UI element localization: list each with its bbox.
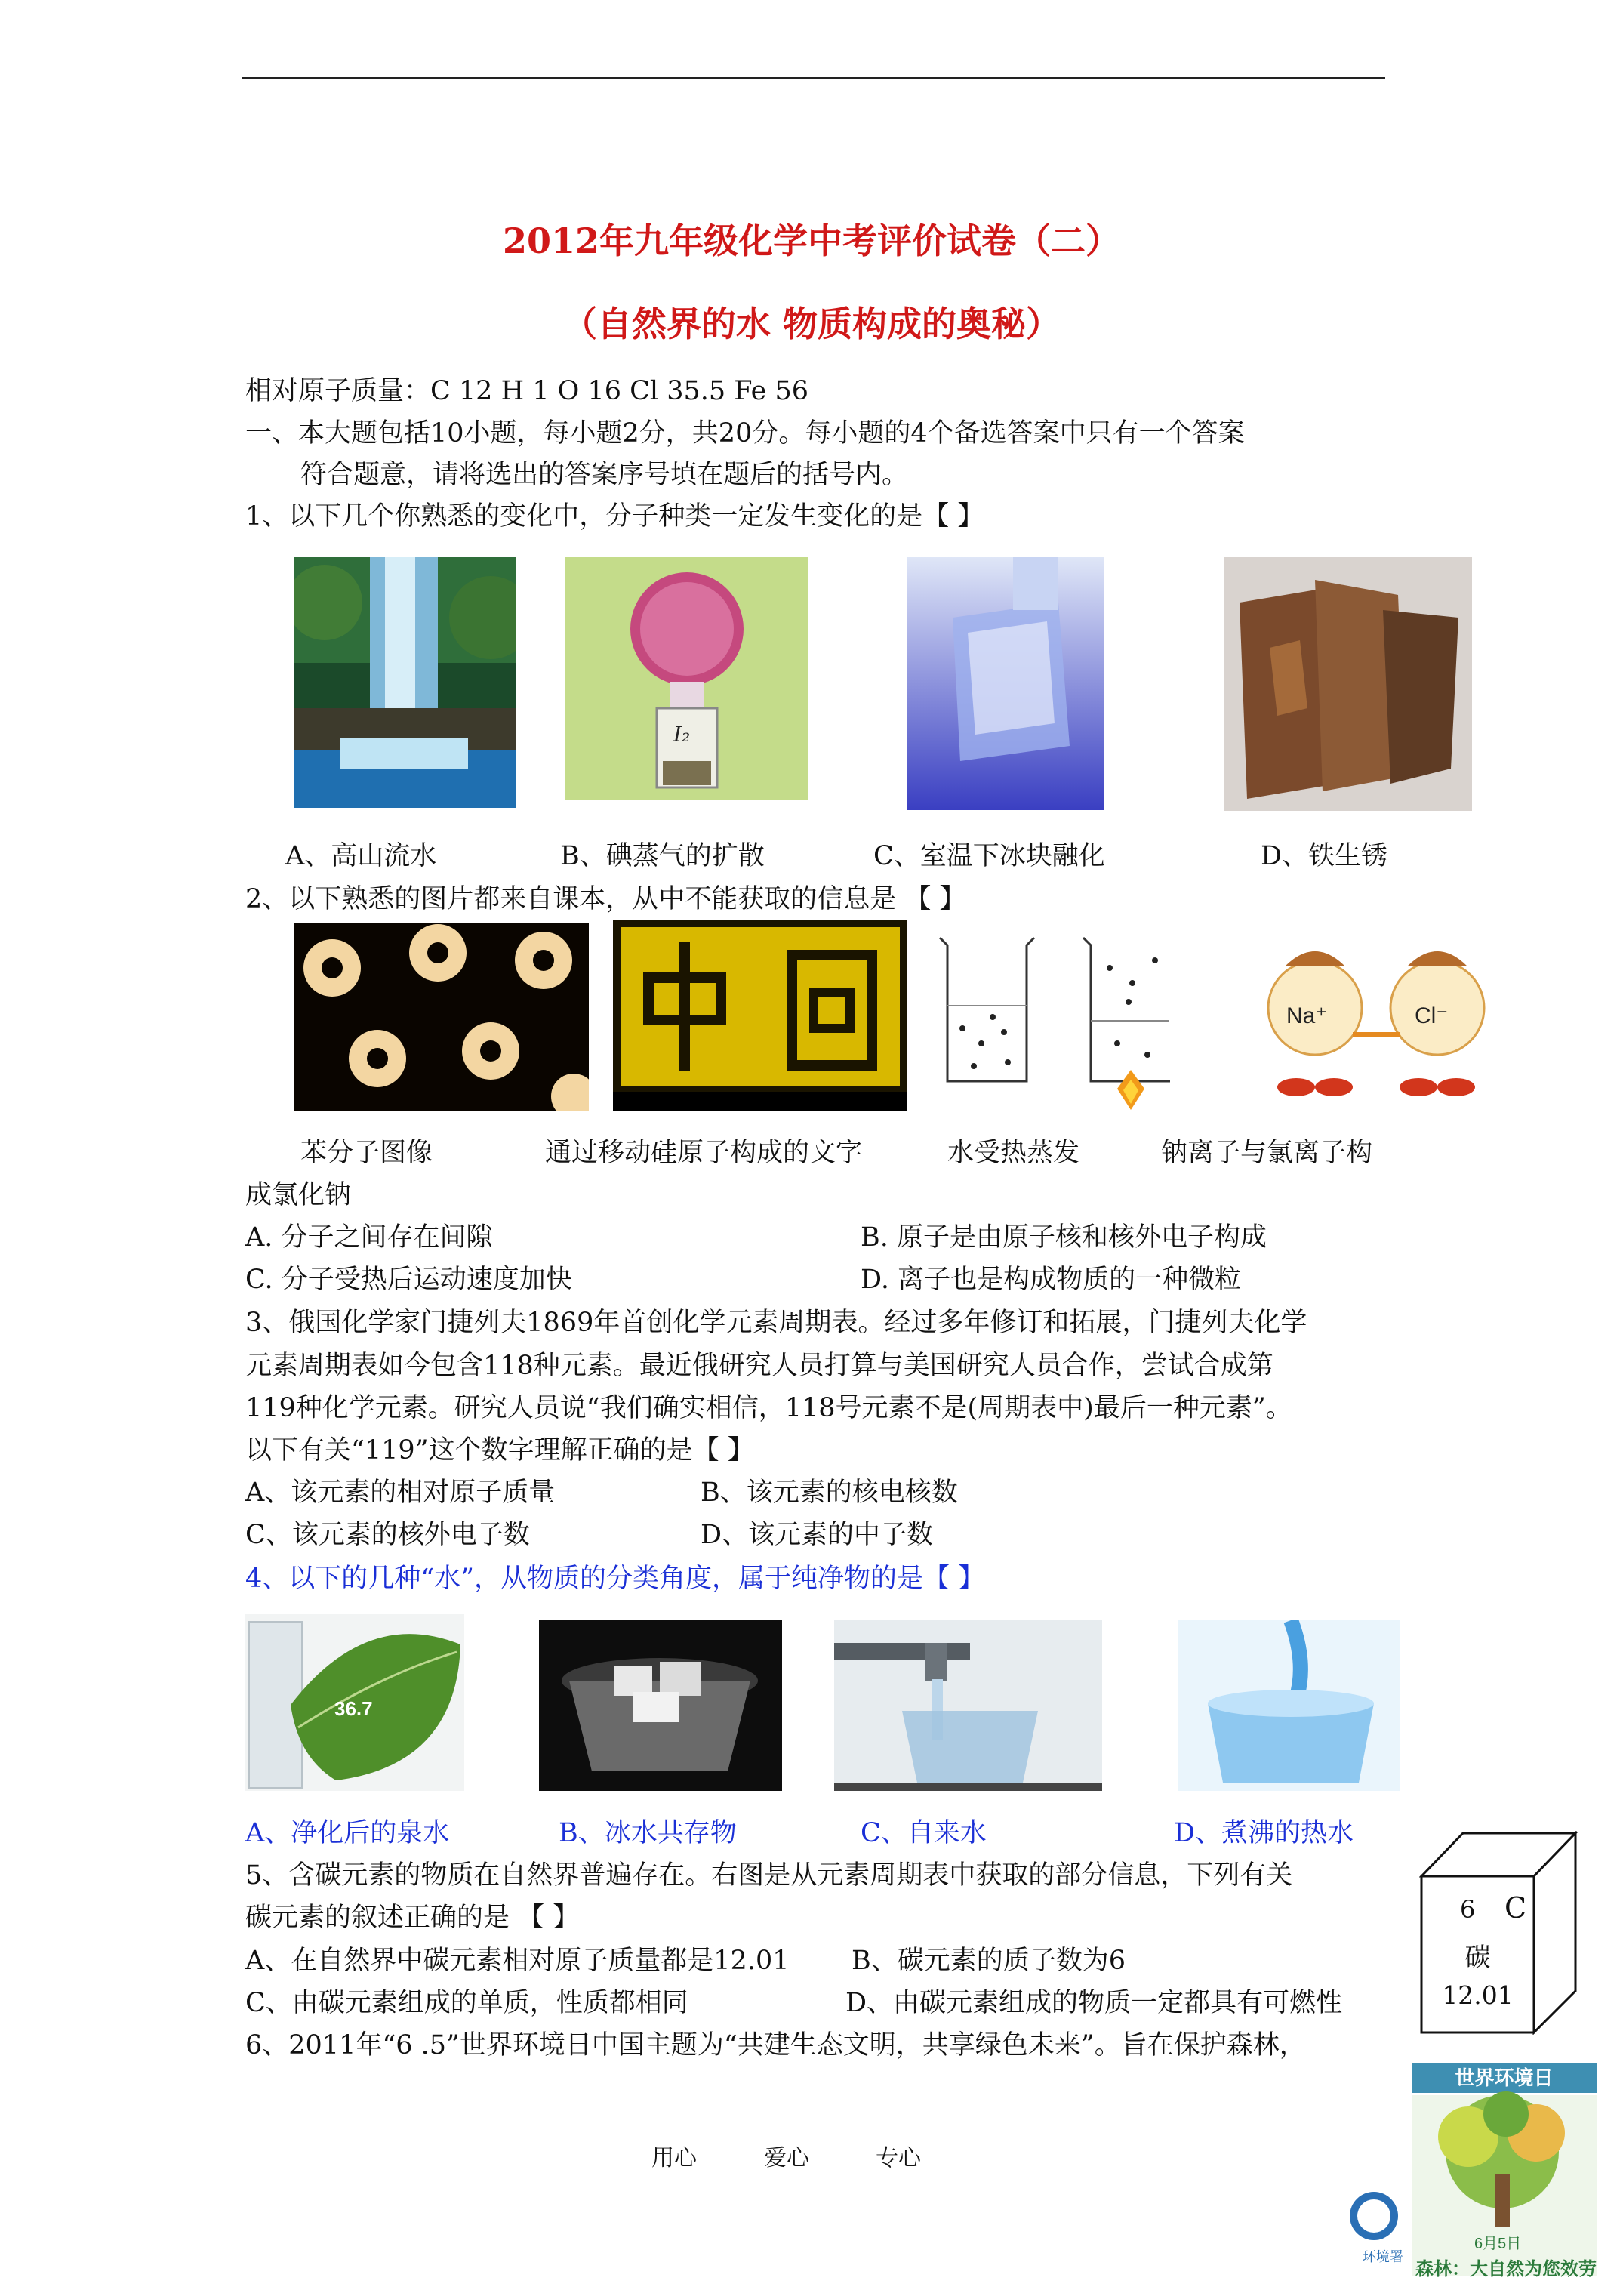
footer-word-1: 用心 (651, 2145, 697, 2171)
element-number: 6 (1460, 1895, 1476, 1924)
exam-subtitle: （自然界的水 物质构成的奥秘） (562, 304, 1061, 344)
q5-line-2: 碳元素的叙述正确的是 【 】 (245, 1903, 580, 1933)
q2-stem: 2、以下熟悉的图片都来自课本，从中不能获取的信息是 【 】 (245, 884, 966, 914)
q2-option-a: A. 分子之间存在间隙 (245, 1222, 493, 1253)
footer-word-3: 专心 (876, 2145, 921, 2171)
spring-water-image (245, 1614, 464, 1791)
poster-org: 环境署 (1363, 2249, 1403, 2264)
q3-option-d: D、该元素的中子数 (701, 1520, 934, 1550)
q4-option-a: A、净化后的泉水 (245, 1818, 450, 1848)
iodine-flask-image (565, 557, 808, 800)
section-instructions-1: 一、本大题包括10小题，每小题2分，共20分。每小题的4个备选答案中只有一个答案 (245, 418, 1245, 448)
q5-option-d: D、由碳元素组成的物质一定都具有可燃性 (845, 1988, 1343, 2018)
boiled-water-image (1178, 1620, 1400, 1791)
q5-option-a: A、在自然界中碳元素相对原子质量都是12.01 (245, 1946, 790, 1976)
q4-option-b: B、冰水共存物 (559, 1818, 737, 1848)
header-rule (242, 77, 1385, 79)
q3-option-b: B、该元素的核电核数 (701, 1478, 958, 1508)
q4-option-c: C、自来水 (861, 1818, 987, 1848)
water-evaporation-image (929, 930, 1170, 1111)
ice-water-image (539, 1620, 782, 1791)
q5-option-b: B、碳元素的质子数为6 (852, 1946, 1126, 1976)
footer-word-2: 爱心 (764, 2145, 809, 2171)
poster-date: 6月5日 (1474, 2236, 1522, 2252)
tap-water-image (834, 1620, 1102, 1791)
q2-option-d: D. 离子也是构成物质的一种微粒 (861, 1265, 1242, 1295)
poster-slogan: 森林：大自然为您效劳 (1415, 2259, 1597, 2279)
rusty-iron-image (1224, 557, 1472, 811)
q4-stem: 4、以下的几种“水”，从物质的分类角度，属于纯净物的是【 】 (245, 1564, 985, 1594)
q2-option-c: C. 分子受热后运动速度加快 (245, 1265, 572, 1295)
benzene-image (294, 923, 589, 1111)
q5-option-c: C、由碳元素组成的单质，性质都相同 (245, 1988, 688, 2018)
q2-caption-2: 通过移动硅原子构成的文字 (545, 1138, 863, 1168)
silicon-atoms-image (613, 920, 907, 1111)
q3-line-3: 119种化学元素。研究人员说“我们确实相信，118号元素不是(周期表中)最后一种元素”。 (245, 1393, 1292, 1423)
element-symbol: C (1504, 1891, 1527, 1925)
q4-option-d: D、煮沸的热水 (1174, 1818, 1354, 1848)
environment-day-poster (1332, 2061, 1597, 2295)
atomic-masses: 相对原子质量：C 12 H 1 O 16 Cl 35.5 Fe 56 (245, 376, 808, 406)
ice-cube-image (907, 557, 1104, 810)
leaf-temperature-text: 36.7 (334, 1697, 373, 1720)
q1-option-d: D、铁生锈 (1261, 841, 1388, 871)
q5-line-1: 5、含碳元素的物质在自然界普遍存在。右图是从元素周期表中获取的部分信息，下列有关 (245, 1860, 1293, 1891)
element-mass: 12.01 (1442, 1980, 1514, 2010)
sodium-ion-label: Na⁺ (1286, 1003, 1328, 1028)
waterfall-image (294, 557, 516, 808)
poster-title: 世界环境日 (1412, 2063, 1597, 2093)
q1-option-b: B、碘蒸气的扩散 (560, 841, 765, 871)
sodium-chloride-cartoon (1255, 936, 1498, 1102)
chloride-ion-label: Cl⁻ (1415, 1003, 1449, 1028)
q2-caption-1: 苯分子图像 (300, 1138, 433, 1168)
q6-line-1: 6、2011年“6 .5”世界环境日中国主题为“共建生态文明，共享绿色未来”。旨在保护森林， (245, 2030, 1306, 2060)
q3-line-4: 以下有关“119”这个数字理解正确的是【 】 (245, 1435, 754, 1465)
exam-title: 2012年九年级化学中考评价试卷（二） (502, 220, 1121, 261)
q3-line-1: 3、俄国化学家门捷列夫1869年首创化学元素周期表。经过多年修订和拓展，门捷列夫化学 (245, 1308, 1307, 1338)
carbon-element-card (1419, 1831, 1578, 2035)
section-instructions-2: 符合题意，请将选出的答案序号填在题后的括号内。 (300, 460, 909, 490)
iodine-label: I₂ (673, 722, 691, 747)
q2-option-b: B. 原子是由原子核和核外电子构成 (861, 1222, 1267, 1253)
q2-caption-3: 水受热蒸发 (947, 1138, 1080, 1168)
q3-line-2: 元素周期表如今包含118种元素。最近俄研究人员打算与美国研究人员合作，尝试合成第 (245, 1351, 1273, 1381)
q3-option-c: C、该元素的核外电子数 (245, 1520, 530, 1550)
q1-stem: 1、以下几个你熟悉的变化中，分子种类一定发生变化的是【 】 (245, 501, 984, 532)
element-name: 碳 (1464, 1943, 1491, 1973)
q2-caption-4: 钠离子与氯离子构 (1161, 1138, 1373, 1168)
q1-option-a: A、高山流水 (285, 841, 437, 871)
q1-option-c: C、室温下冰块融化 (873, 841, 1105, 871)
q3-option-a: A、该元素的相对原子质量 (245, 1478, 556, 1508)
q2-caption-cont: 成氯化钠 (245, 1180, 352, 1210)
